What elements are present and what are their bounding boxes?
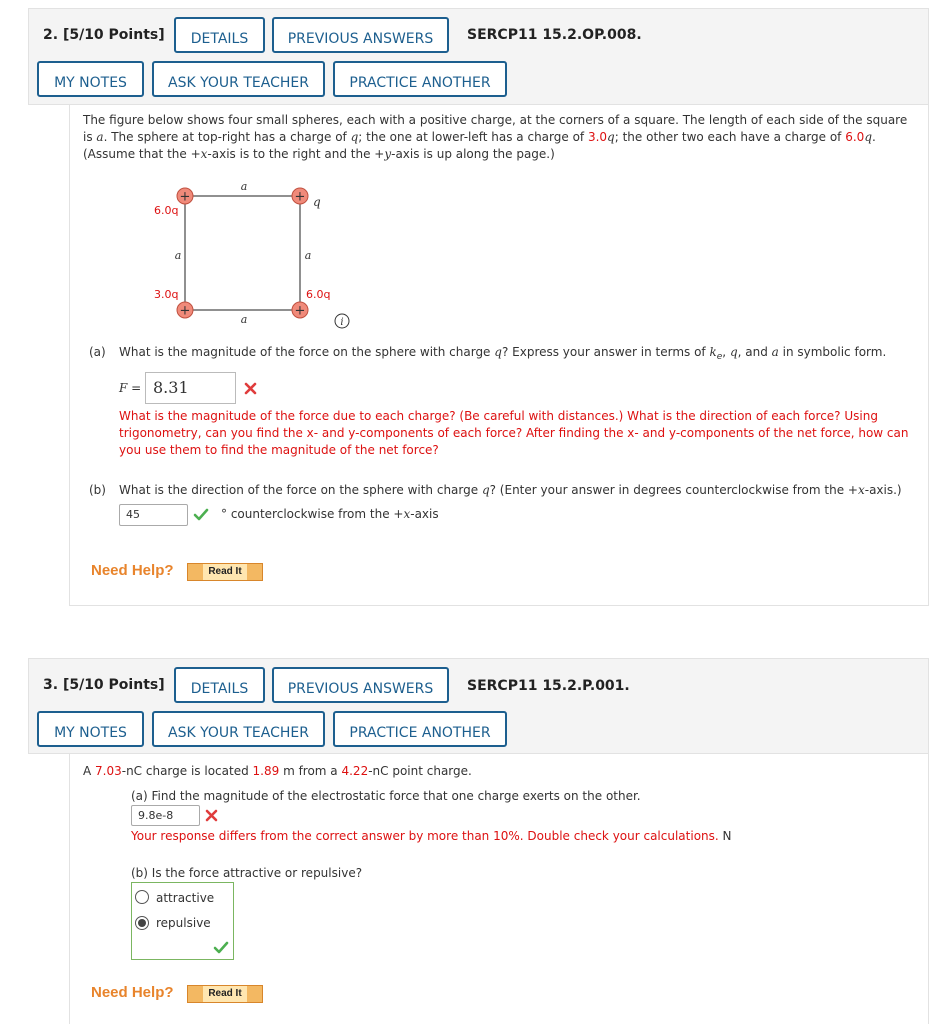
q3-number: 3. [43, 677, 59, 693]
q2-my-notes-button[interactable]: MY NOTES [37, 61, 144, 97]
q2-part-a-hint: What is the magnitude of the force due to each charge? (Be careful with distances.) What is the direction of each force? Using trigonometry, can you find the x- and y-components of each force? After finding the x- and y-components of the net force, how can you use them to find the magnitude of the net force? [119, 409, 909, 457]
q3-part-a-question: (a) Find the magnitude of the electrostatic force that one charge exerts on the other. [131, 789, 641, 803]
q2-part-a-answer-input[interactable]: 8.31 [145, 372, 236, 404]
side-label-top: a [240, 180, 248, 193]
q2-number: 2. [43, 27, 59, 43]
q2-previous-answers-button[interactable]: PREVIOUS ANSWERS [272, 17, 449, 53]
q3-previous-answers-button[interactable]: PREVIOUS ANSWERS [272, 667, 449, 703]
q3-title [43, 677, 165, 693]
q3-need-help-label: Need Help? [91, 984, 174, 1001]
incorrect-icon [205, 809, 218, 822]
q3-details-button[interactable]: DETAILS [174, 667, 265, 703]
svg-text:i: i [340, 317, 344, 328]
q2-details-button[interactable]: DETAILS [174, 17, 265, 53]
q3-practice-another-button[interactable]: PRACTICE ANOTHER [333, 711, 507, 747]
square-outline [185, 196, 300, 310]
q3-code: SERCP11 15.2.P.001. [467, 678, 630, 694]
side-label-left: a [174, 249, 182, 262]
sphere-bottom-right [292, 302, 308, 319]
charge-label-bottom-right: 6.0q [306, 288, 331, 301]
option-repulsive-label: repulsive [156, 916, 211, 930]
radio-attractive[interactable] [135, 890, 149, 904]
charge-square-figure [140, 175, 360, 335]
plus-icon: + [294, 189, 306, 205]
q2-part-a-question: (a) What is the magnitude of the force on the sphere with charge q? Express your answer in terms of $k_e$, q, and a in symbolic form. [89, 345, 887, 362]
side-label-right: a [304, 249, 312, 262]
correct-check-icon [213, 941, 229, 955]
plus-icon: + [179, 189, 191, 205]
q2-title [43, 27, 165, 43]
q2-ask-teacher-button[interactable]: ASK YOUR TEACHER [152, 61, 325, 97]
q2-practice-another-button[interactable]: PRACTICE ANOTHER [333, 61, 507, 97]
q3-part-b-question: (b) Is the force attractive or repulsive? [131, 866, 363, 880]
plus-icon: + [294, 303, 306, 319]
charge-label-top-left: 6.0q [154, 204, 179, 217]
info-icon[interactable] [335, 314, 349, 328]
q2-part-b-answer-input[interactable]: 45 [119, 504, 188, 526]
q2-code: SERCP11 15.2.OP.008. [467, 27, 642, 43]
q2-need-help-label: Need Help? [91, 562, 174, 579]
q3-part-a-feedback: Your response differs from the correct answer by more than 10%. Double check your calculations. N [131, 829, 732, 843]
radio-repulsive[interactable] [135, 916, 149, 930]
q3-problem-text: A 7.03-nC charge is located 1.89 m from a 4.22-nC point charge. [83, 764, 472, 778]
side-label-bottom: a [240, 313, 248, 326]
charge-label-bottom-left: 3.0q [154, 288, 179, 301]
q3-my-notes-button[interactable]: MY NOTES [37, 711, 144, 747]
q3-points: [5/10 Points] [62, 677, 165, 693]
sphere-bottom-left [177, 302, 193, 319]
q3-ask-teacher-button[interactable]: ASK YOUR TEACHER [152, 711, 325, 747]
correct-check-icon [193, 508, 209, 522]
q2-part-b-unit: ° counterclockwise from the +x-axis [221, 507, 439, 521]
q2-problem-text: The figure below shows four small spheres, each with a positive charge, at the corners of a square. The length of each side of the square is a. The sphere at top-right has a charge of q; the one at lower-left has a charge of 3.0q; the other two each have a charge of 6.0q. (Assume that the +x-axis is to the right and the +y-axis is up along the page.) [83, 113, 908, 161]
incorrect-icon [244, 382, 257, 395]
q2-read-it-button[interactable]: Read It [187, 563, 263, 581]
q2-points: [5/10 Points] [62, 27, 165, 43]
q3-read-it-button[interactable]: Read It [187, 985, 263, 1003]
sphere-top-right [292, 188, 308, 205]
option-attractive-label: attractive [156, 891, 215, 905]
q2-part-a-answer-label: F = [119, 381, 142, 395]
q2-part-b-question: (b) What is the direction of the force on the sphere with charge q? (Enter your answer in degrees counterclockwise from the +x-axis.) [89, 483, 902, 497]
q3-part-a-answer-input[interactable]: 9.8e-8 [131, 805, 200, 826]
charge-label-top-right: q [313, 195, 321, 209]
sphere-top-left [177, 188, 193, 205]
plus-icon: + [179, 303, 191, 319]
